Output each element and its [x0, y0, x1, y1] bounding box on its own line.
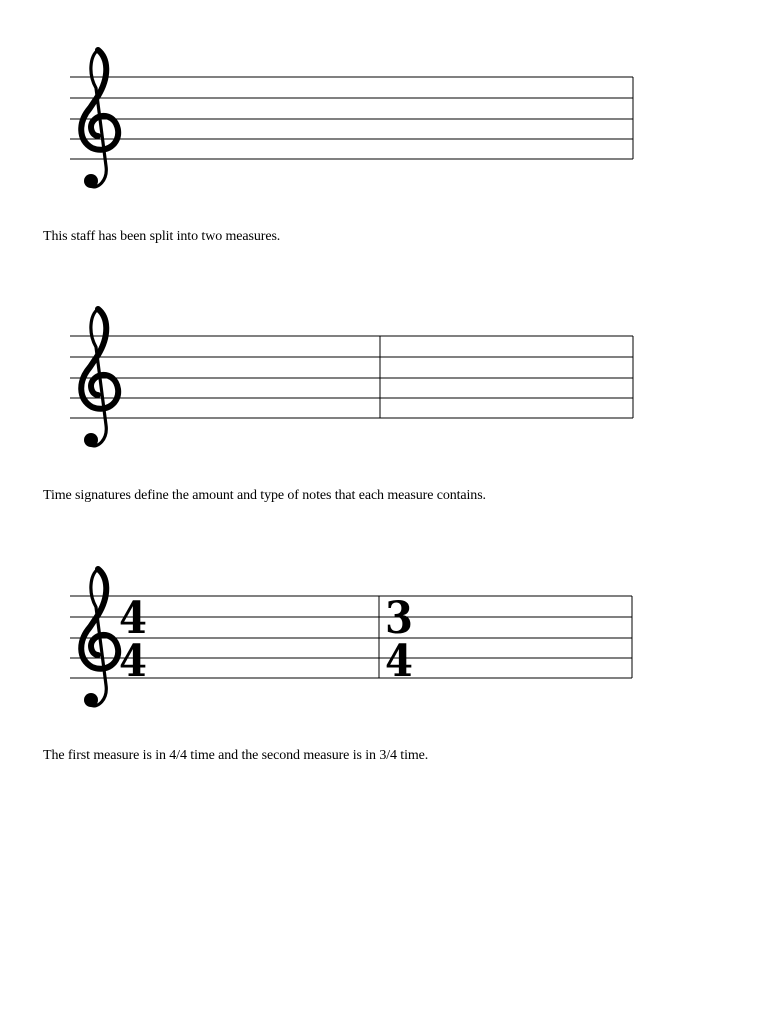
staff-time-signatures — [60, 567, 640, 717]
staff-two-measures — [60, 307, 640, 457]
caption-time-signatures: Time signatures define the amount and type of notes that each measure contains. — [43, 488, 486, 503]
time-signature-numerator-m2: 3 — [385, 593, 413, 644]
time-signature-denominator-m2: 4 — [385, 636, 413, 687]
staff-lines — [70, 596, 632, 678]
staff-single-measure — [60, 48, 640, 198]
caption-measures: This staff has been split into two measures. — [43, 229, 281, 244]
caption-measure-times: The first measure is in 4/4 time and the second measure is in 3/4 time. — [43, 748, 429, 763]
staff-lines — [70, 336, 633, 418]
staff-lines — [70, 77, 633, 159]
time-signature-numerator-m1: 4 — [119, 593, 147, 644]
time-signature-denominator-m1: 4 — [119, 636, 147, 687]
